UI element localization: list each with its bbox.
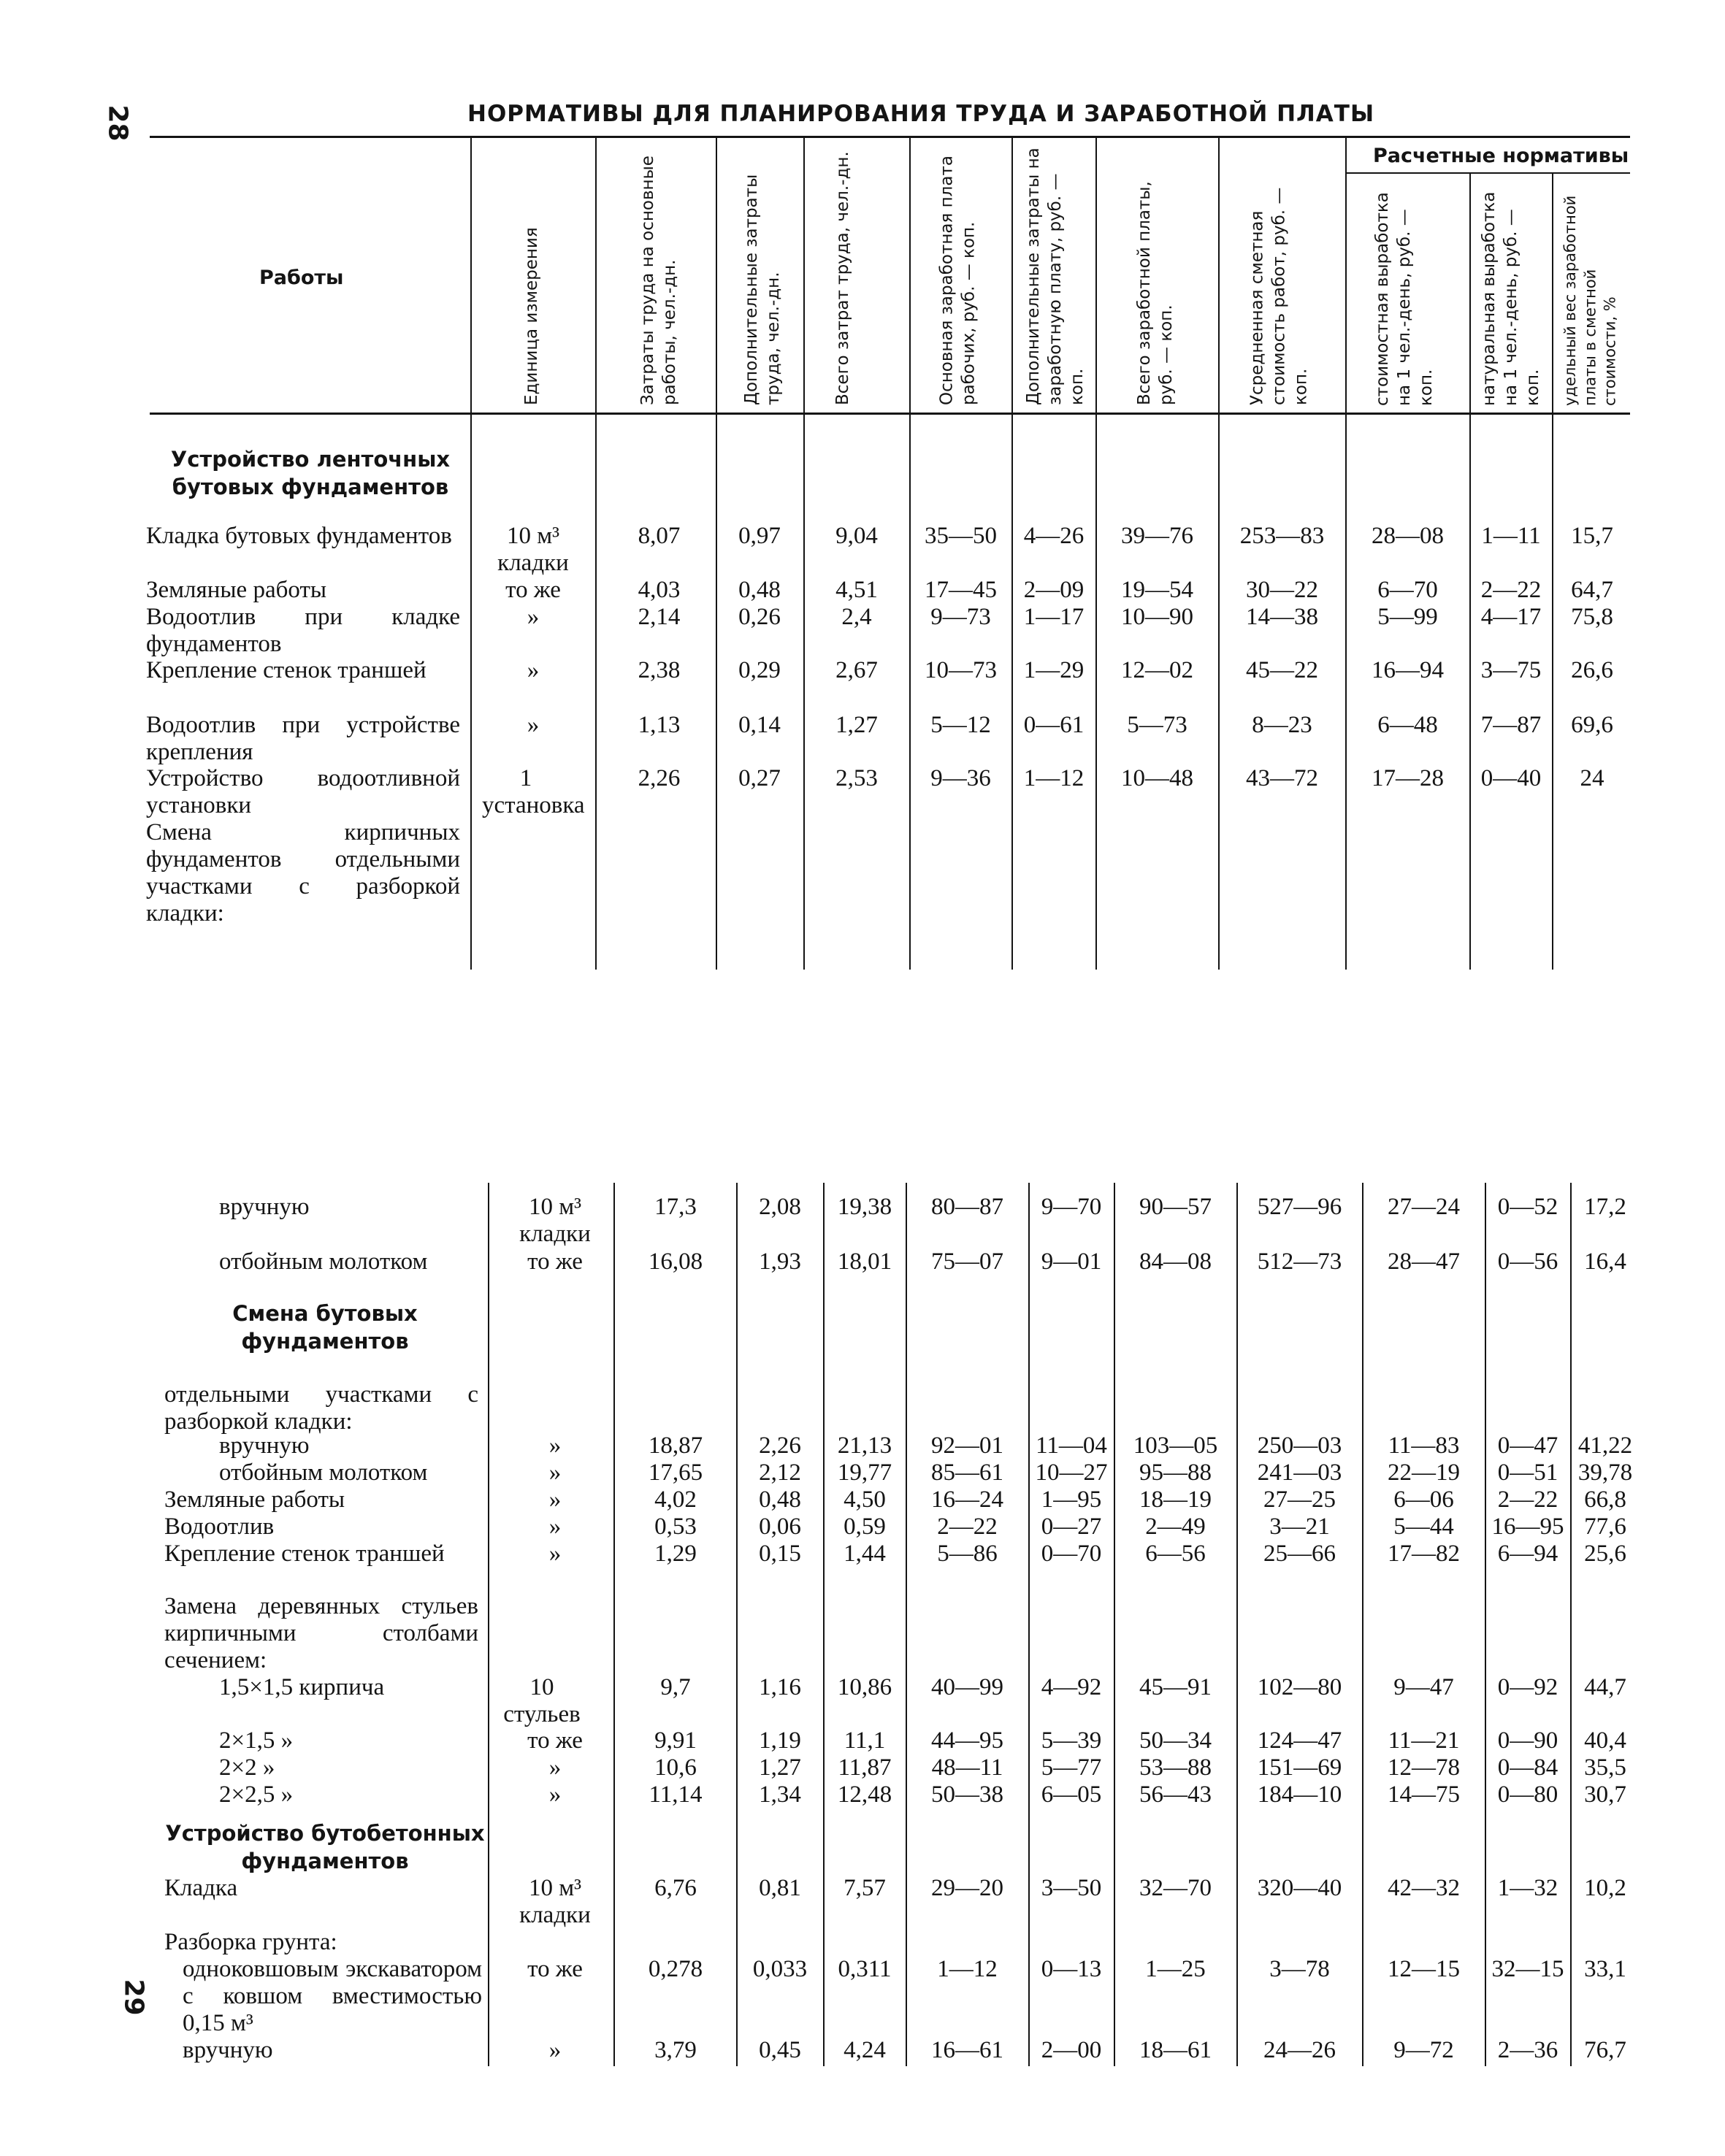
table-cell: 0,26 bbox=[738, 604, 781, 630]
table-cell: 3—21 bbox=[1269, 1514, 1330, 1540]
header-avg-cost: Усредненная сметная стоимость работ, руб. — коп. bbox=[1247, 187, 1311, 405]
table-cell: 2—00 bbox=[1041, 2037, 1102, 2063]
table-cell: 2,4 bbox=[841, 604, 872, 630]
table-cell: 3,79 bbox=[654, 2037, 697, 2063]
table-cell: 2—22 bbox=[1480, 577, 1542, 603]
table-cell: 26,6 bbox=[1571, 657, 1613, 683]
raschet-rule bbox=[1345, 172, 1630, 174]
table-cell: 1—17 bbox=[1023, 604, 1085, 630]
table-cell: 9,91 bbox=[654, 1727, 697, 1754]
table-cell: 1—11 bbox=[1481, 523, 1541, 549]
table-cell: » bbox=[548, 1781, 562, 1808]
table-cell: Водоотлив при устройстве крепления bbox=[146, 712, 460, 765]
table-cell: » bbox=[527, 657, 540, 683]
column-rule bbox=[1570, 1183, 1572, 2066]
table-cell: 18,87 bbox=[648, 1432, 703, 1459]
table-cell: » bbox=[548, 1541, 562, 1567]
table-cell: 0—56 bbox=[1497, 1248, 1558, 1275]
table-cell: 0,81 bbox=[759, 1875, 801, 1901]
column-rule bbox=[1485, 1183, 1486, 2066]
table-cell: 7—87 bbox=[1480, 712, 1542, 738]
column-rule bbox=[823, 1183, 825, 2066]
table-cell: одноковшовым экскаватором с ковшом вместимостью 0,15 м³ bbox=[183, 1956, 482, 2036]
table-cell: 48—11 bbox=[931, 1754, 1003, 1781]
table-cell: 2,26 bbox=[759, 1432, 801, 1459]
table-cell: Водоотлив bbox=[164, 1514, 275, 1540]
table-cell: 15,7 bbox=[1571, 523, 1613, 549]
table-cell: 4,02 bbox=[654, 1486, 697, 1513]
table-cell: 2—09 bbox=[1023, 577, 1085, 603]
table-cell: 0—84 bbox=[1497, 1754, 1558, 1781]
table-cell: 4—17 bbox=[1480, 604, 1542, 630]
table-cell: 22—19 bbox=[1388, 1459, 1460, 1486]
table-cell: » bbox=[548, 1432, 562, 1459]
table-cell: 28—47 bbox=[1388, 1248, 1460, 1275]
header-works: Работы bbox=[259, 266, 344, 289]
table-cell: 0—92 bbox=[1497, 1674, 1558, 1700]
table-cell: 9—73 bbox=[930, 604, 991, 630]
table-cell: 320—40 bbox=[1257, 1875, 1342, 1901]
column-rule bbox=[613, 1183, 615, 2066]
table-cell: вручную bbox=[219, 1194, 310, 1220]
table-cell: 30—22 bbox=[1246, 577, 1318, 603]
column-rule bbox=[1028, 1183, 1030, 2066]
table-cell: Кладка бутовых фундаментов bbox=[146, 523, 452, 549]
table-cell: 17,65 bbox=[648, 1459, 703, 1486]
table-cell: Земляные работы bbox=[146, 577, 327, 603]
table-cell: 9—36 bbox=[930, 765, 991, 791]
table-cell: 2×1,5 » bbox=[219, 1727, 294, 1754]
table-cell: 9—70 bbox=[1041, 1194, 1102, 1220]
section-title: Смена бутовых фундаментов bbox=[232, 1301, 418, 1354]
table-cell: 5—44 bbox=[1393, 1514, 1454, 1540]
table-cell: 2—22 bbox=[937, 1514, 998, 1540]
table-cell: 11—83 bbox=[1388, 1432, 1460, 1459]
table-cell: 44,7 bbox=[1584, 1674, 1626, 1700]
table-cell: вручную bbox=[219, 1432, 310, 1459]
table-cell: 44—95 bbox=[931, 1727, 1003, 1754]
right-page-number: 29 bbox=[118, 1979, 149, 2016]
table-cell: 4,51 bbox=[835, 577, 878, 603]
table-cell: 1,27 bbox=[835, 712, 878, 738]
table-cell: Кладка bbox=[164, 1875, 238, 1901]
table-cell: 2,67 bbox=[835, 657, 878, 683]
table-cell: 50—34 bbox=[1139, 1727, 1212, 1754]
table-cell: 0,278 bbox=[648, 1956, 703, 1982]
table-cell: 1—29 bbox=[1023, 657, 1085, 683]
table-cell: 11—21 bbox=[1388, 1727, 1460, 1754]
stulya-intro: Замена деревянных стульев кирпичными столбами сечением: bbox=[164, 1593, 478, 1673]
table-cell: 1,29 bbox=[654, 1541, 697, 1567]
brick-replace-intro: Смена кирпичных фундаментов отдельными участками с разборкой кладки: bbox=[146, 819, 460, 927]
table-cell: 45—91 bbox=[1139, 1674, 1212, 1700]
table-cell: 2,14 bbox=[638, 604, 681, 630]
table-cell: 6—06 bbox=[1393, 1486, 1454, 1513]
table-cell: 3—78 bbox=[1269, 1956, 1330, 1982]
table-cell: 12—78 bbox=[1388, 1754, 1460, 1781]
table-cell: 90—57 bbox=[1139, 1194, 1212, 1220]
table-cell: 30,7 bbox=[1584, 1781, 1626, 1808]
table-cell: 1—12 bbox=[1023, 765, 1085, 791]
table-cell: 35,5 bbox=[1584, 1754, 1626, 1781]
table-cell: 10—27 bbox=[1035, 1459, 1108, 1486]
table-cell: 5—77 bbox=[1041, 1754, 1102, 1781]
column-rule bbox=[1552, 174, 1553, 970]
column-rule bbox=[803, 137, 805, 970]
table-cell: 0—80 bbox=[1497, 1781, 1558, 1808]
table-cell: 103—05 bbox=[1133, 1432, 1218, 1459]
table-cell: Устройство водоотливной установки bbox=[146, 765, 460, 818]
table-cell: 10,86 bbox=[837, 1674, 892, 1700]
table-cell: 29—20 bbox=[931, 1875, 1003, 1901]
column-rule bbox=[1236, 1183, 1238, 2066]
header-wage-share: удельный вес заработной платы в сметной стоимости, % bbox=[1561, 195, 1619, 406]
table-cell: 76,7 bbox=[1584, 2037, 1626, 2063]
table-cell: 5—12 bbox=[930, 712, 991, 738]
table-cell: 16—95 bbox=[1491, 1514, 1564, 1540]
table-cell: 2,12 bbox=[759, 1459, 801, 1486]
table-cell: 9—72 bbox=[1393, 2037, 1454, 2063]
table-cell: 2,08 bbox=[759, 1194, 801, 1220]
running-header: НОРМАТИВЫ ДЛЯ ПЛАНИРОВАНИЯ ТРУДА И ЗАРАБОТНОЙ ПЛАТЫ bbox=[467, 101, 1375, 127]
table-cell: 66,8 bbox=[1584, 1486, 1626, 1513]
header-main-labor: Затраты труда на основные работы, чел.-дн. bbox=[638, 156, 679, 405]
table-cell: 512—73 bbox=[1257, 1248, 1342, 1275]
table-cell: 11,14 bbox=[649, 1781, 703, 1808]
table-cell: то же bbox=[527, 1248, 583, 1275]
table-cell: 1,19 bbox=[759, 1727, 801, 1754]
table-cell: 19—54 bbox=[1121, 577, 1193, 603]
table-cell: 77,6 bbox=[1584, 1514, 1626, 1540]
header-total-labor: Всего затрат труда, чел.-дн. bbox=[833, 151, 853, 405]
table-cell: 41,22 bbox=[1577, 1432, 1633, 1459]
column-rule bbox=[1011, 137, 1013, 970]
table-cell: 250—03 bbox=[1257, 1432, 1342, 1459]
table-cell: 1—95 bbox=[1041, 1486, 1102, 1513]
table-cell: 0,311 bbox=[838, 1956, 892, 1982]
header-cost-output: стоимостная выработка на 1 чел.-день, руб. — коп. bbox=[1373, 192, 1436, 406]
table-cell: 10 м³ кладки bbox=[519, 1875, 591, 1928]
table-cell: 40,4 bbox=[1584, 1727, 1626, 1754]
table-cell: 0—51 bbox=[1497, 1459, 1558, 1486]
table-cell: 241—03 bbox=[1257, 1459, 1342, 1486]
table-cell: 17—28 bbox=[1372, 765, 1444, 791]
table-cell: 0,29 bbox=[738, 657, 781, 683]
column-rule bbox=[909, 137, 911, 970]
table-cell: 8,07 bbox=[638, 523, 681, 549]
table-cell: 2,26 bbox=[638, 765, 681, 791]
table-cell: Водоотлив при кладке фундаментов bbox=[146, 604, 460, 657]
table-cell: » bbox=[548, 1514, 562, 1540]
table-cell: 64,7 bbox=[1571, 577, 1613, 603]
table-cell: 4—26 bbox=[1023, 523, 1085, 549]
table-cell: то же bbox=[527, 1956, 583, 1982]
table-cell: 42—32 bbox=[1388, 1875, 1460, 1901]
table-cell: вручную bbox=[183, 2037, 273, 2063]
table-cell: 17—82 bbox=[1388, 1541, 1460, 1567]
table-cell: 40—99 bbox=[931, 1674, 1003, 1700]
table-cell: 2—49 bbox=[1145, 1514, 1206, 1540]
table-cell: 1—12 bbox=[937, 1956, 998, 1982]
table-cell: 45—22 bbox=[1246, 657, 1318, 683]
table-cell: 3—75 bbox=[1480, 657, 1542, 683]
table-cell: 9—01 bbox=[1041, 1248, 1102, 1275]
table-cell: 50—38 bbox=[931, 1781, 1003, 1808]
table-cell: 184—10 bbox=[1257, 1781, 1342, 1808]
table-cell: 253—83 bbox=[1239, 523, 1325, 549]
table-cell: 0—61 bbox=[1023, 712, 1085, 738]
header-base-wage: Основная заработная плата рабочих, руб. — коп. bbox=[937, 156, 979, 405]
table-cell: 2×2,5 » bbox=[219, 1781, 294, 1808]
table-cell: 11—04 bbox=[1036, 1432, 1107, 1459]
table-cell: 16,4 bbox=[1584, 1248, 1626, 1275]
table-cell: 1,93 bbox=[759, 1248, 801, 1275]
table-cell: » bbox=[548, 1486, 562, 1513]
table-cell: 6—70 bbox=[1377, 577, 1438, 603]
table-cell: 2,38 bbox=[638, 657, 681, 683]
table-cell: 9,7 bbox=[660, 1674, 691, 1700]
table-cell: 33,1 bbox=[1584, 1956, 1626, 1982]
table-cell: 12,48 bbox=[837, 1781, 892, 1808]
table-cell: 2—22 bbox=[1497, 1486, 1558, 1513]
table-cell: 10—90 bbox=[1121, 604, 1193, 630]
table-cell: Крепление стенок траншей bbox=[146, 657, 427, 683]
table-cell: 32—15 bbox=[1491, 1956, 1564, 1982]
table-cell: 0—90 bbox=[1497, 1727, 1558, 1754]
table-cell: 5—99 bbox=[1377, 604, 1438, 630]
table-cell: 1—32 bbox=[1497, 1875, 1558, 1901]
table-cell: 0,48 bbox=[738, 577, 781, 603]
column-rule bbox=[716, 137, 717, 970]
table-cell: 6—48 bbox=[1377, 712, 1438, 738]
table-cell: 10—48 bbox=[1121, 765, 1193, 791]
left-page-number: 28 bbox=[102, 104, 133, 142]
table-cell: 0—27 bbox=[1041, 1514, 1102, 1540]
table-cell: 1,16 bbox=[759, 1674, 801, 1700]
table-cell: » bbox=[527, 604, 540, 630]
table-cell: то же bbox=[505, 577, 561, 603]
table-cell: 2×2 » bbox=[219, 1754, 275, 1781]
table-cell: 0—13 bbox=[1041, 1956, 1102, 1982]
table-cell: 4,24 bbox=[844, 2037, 886, 2063]
header-bottom-rule bbox=[150, 413, 1630, 415]
table-cell: 6—05 bbox=[1041, 1781, 1102, 1808]
table-cell: 6—56 bbox=[1145, 1541, 1206, 1567]
table-cell: 16—61 bbox=[931, 2037, 1003, 2063]
header-add-labor: Дополнительные затраты труда, чел.-дн. bbox=[742, 174, 783, 405]
table-cell: 0—40 bbox=[1480, 765, 1542, 791]
table-cell: 19,38 bbox=[837, 1194, 892, 1220]
table-cell: 17,2 bbox=[1584, 1194, 1626, 1220]
header-add-wage: Дополнительные затраты на заработную плату, руб. — коп. bbox=[1024, 147, 1087, 405]
table-cell: 75,8 bbox=[1571, 604, 1613, 630]
table-cell: 102—80 bbox=[1257, 1674, 1342, 1700]
table-cell: » bbox=[548, 1459, 562, 1486]
table-cell: 85—61 bbox=[931, 1459, 1003, 1486]
table-cell: 0,97 bbox=[738, 523, 781, 549]
table-cell: 80—87 bbox=[931, 1194, 1003, 1220]
table-cell: » bbox=[527, 712, 540, 738]
table-cell: 0,48 bbox=[759, 1486, 801, 1513]
table-cell: 69,6 bbox=[1571, 712, 1613, 738]
table-cell: 1—25 bbox=[1145, 1956, 1206, 1982]
table-cell: 1,13 bbox=[638, 712, 681, 738]
table-cell: 18—19 bbox=[1139, 1486, 1212, 1513]
header-nat-output: натуральная выработка на 1 чел.-день, руб. — коп. bbox=[1480, 191, 1542, 406]
table-cell: 12—02 bbox=[1121, 657, 1193, 683]
table-cell: 25,6 bbox=[1584, 1541, 1626, 1567]
table-cell: 6—94 bbox=[1497, 1541, 1558, 1567]
table-cell: » bbox=[548, 1754, 562, 1781]
column-rule bbox=[595, 137, 597, 970]
table-cell: 1,44 bbox=[844, 1541, 886, 1567]
table-cell: 2,53 bbox=[835, 765, 878, 791]
table-cell: 0—52 bbox=[1497, 1194, 1558, 1220]
table-cell: 39,78 bbox=[1577, 1459, 1633, 1486]
table-cell: 1 установка bbox=[482, 765, 585, 818]
header-unit: Единица измерения bbox=[522, 227, 541, 405]
column-rule bbox=[736, 1183, 738, 2066]
table-cell: 0,59 bbox=[844, 1514, 886, 1540]
table-cell: 0—70 bbox=[1041, 1541, 1102, 1567]
table-cell: 18—61 bbox=[1139, 2037, 1212, 2063]
table-cell: 124—47 bbox=[1257, 1727, 1342, 1754]
section-title: Устройство ленточных бутовых фундаментов bbox=[170, 447, 451, 499]
table-cell: 0,06 bbox=[759, 1514, 801, 1540]
header-top-rule bbox=[150, 136, 1630, 138]
table-cell: 21,13 bbox=[837, 1432, 892, 1459]
table-cell: 0,15 bbox=[759, 1541, 801, 1567]
table-cell: 18,01 bbox=[837, 1248, 892, 1275]
header-total-wage: Всего заработной платы, руб. — коп. bbox=[1135, 181, 1176, 405]
column-rule bbox=[1345, 137, 1347, 970]
table-cell: отбойным молотком bbox=[219, 1459, 428, 1486]
table-cell: 27—25 bbox=[1263, 1486, 1336, 1513]
table-cell: 3—50 bbox=[1041, 1875, 1102, 1901]
table-cell: 5—39 bbox=[1041, 1727, 1102, 1754]
table-cell: » bbox=[548, 2037, 562, 2063]
column-rule bbox=[470, 137, 472, 970]
table-cell: 14—38 bbox=[1246, 604, 1318, 630]
table-cell: то же bbox=[527, 1727, 583, 1754]
table-cell: 0—47 bbox=[1497, 1432, 1558, 1459]
column-rule bbox=[906, 1183, 907, 2066]
table-cell: 1,34 bbox=[759, 1781, 801, 1808]
table-cell: 10 стульев bbox=[503, 1674, 581, 1727]
table-cell: Крепление стенок траншей bbox=[164, 1541, 445, 1567]
table-cell: 11,1 bbox=[844, 1727, 886, 1754]
table-cell: 6,76 bbox=[654, 1875, 697, 1901]
table-cell: 16,08 bbox=[648, 1248, 703, 1275]
table-cell: 16—24 bbox=[931, 1486, 1003, 1513]
table-cell: 4,03 bbox=[638, 577, 681, 603]
table-cell: 92—01 bbox=[931, 1432, 1003, 1459]
table-cell: 43—72 bbox=[1246, 765, 1318, 791]
table-cell: 10,6 bbox=[654, 1754, 697, 1781]
table-cell: 5—73 bbox=[1127, 712, 1187, 738]
column-rule bbox=[1114, 1183, 1115, 2066]
table-cell: 27—24 bbox=[1388, 1194, 1460, 1220]
table-cell: 151—69 bbox=[1257, 1754, 1342, 1781]
table-cell: 7,57 bbox=[844, 1875, 886, 1901]
table-cell: 0,27 bbox=[738, 765, 781, 791]
table-cell: 5—86 bbox=[937, 1541, 998, 1567]
table-cell: 527—96 bbox=[1257, 1194, 1342, 1220]
table-cell: 1,27 bbox=[759, 1754, 801, 1781]
table-cell: 2—36 bbox=[1497, 2037, 1558, 2063]
table-cell: 25—66 bbox=[1263, 1541, 1336, 1567]
table-cell: 24—26 bbox=[1263, 2037, 1336, 2063]
sub-intro: отдельными участками с разборкой кладки: bbox=[164, 1381, 478, 1435]
table-cell: 10 м³ кладки bbox=[497, 523, 569, 576]
table-cell: 10,2 bbox=[1584, 1875, 1626, 1901]
table-cell: 4—92 bbox=[1041, 1674, 1102, 1700]
header-calc-norms: Расчетные нормативы bbox=[1373, 145, 1629, 167]
table-cell: 39—76 bbox=[1121, 523, 1193, 549]
table-cell: 28—08 bbox=[1372, 523, 1444, 549]
table-cell: 24 bbox=[1580, 765, 1604, 791]
table-cell: 8—23 bbox=[1252, 712, 1312, 738]
table-cell: 17,3 bbox=[654, 1194, 697, 1220]
table-cell: 12—15 bbox=[1388, 1956, 1460, 1982]
table-cell: 32—70 bbox=[1139, 1875, 1212, 1901]
table-cell: 56—43 bbox=[1139, 1781, 1212, 1808]
table-cell: 11,87 bbox=[838, 1754, 892, 1781]
table-cell: 10—73 bbox=[925, 657, 997, 683]
column-rule bbox=[1362, 1183, 1363, 2066]
table-cell: 19,77 bbox=[837, 1459, 892, 1486]
table-cell: 9,04 bbox=[835, 523, 878, 549]
table-cell: 0,53 bbox=[654, 1514, 697, 1540]
table-cell: 9—47 bbox=[1393, 1674, 1454, 1700]
table-cell: 75—07 bbox=[931, 1248, 1003, 1275]
razborka-intro: Разборка грунта: bbox=[164, 1929, 337, 1955]
column-rule bbox=[1095, 137, 1097, 970]
table-cell: отбойным молотком bbox=[219, 1248, 428, 1275]
table-cell: 0,14 bbox=[738, 712, 781, 738]
column-rule bbox=[1218, 137, 1220, 970]
column-rule bbox=[1469, 174, 1471, 970]
table-cell: 4,50 bbox=[844, 1486, 886, 1513]
table-cell: 16—94 bbox=[1372, 657, 1444, 683]
table-cell: 35—50 bbox=[925, 523, 997, 549]
table-cell: 17—45 bbox=[925, 577, 997, 603]
table-cell: 84—08 bbox=[1139, 1248, 1212, 1275]
section-title: Устройство бутобетонных фундаментов bbox=[165, 1821, 485, 1873]
table-cell: Земляные работы bbox=[164, 1486, 345, 1513]
column-rule bbox=[488, 1183, 489, 2066]
table-cell: 0,45 bbox=[759, 2037, 801, 2063]
table-cell: 0,033 bbox=[752, 1956, 808, 1982]
table-cell: 95—88 bbox=[1139, 1459, 1212, 1486]
table-cell: 14—75 bbox=[1388, 1781, 1460, 1808]
table-cell: 1,5×1,5 кирпича bbox=[219, 1674, 385, 1700]
table-cell: 53—88 bbox=[1139, 1754, 1212, 1781]
table-cell: 10 м³ кладки bbox=[519, 1194, 591, 1247]
